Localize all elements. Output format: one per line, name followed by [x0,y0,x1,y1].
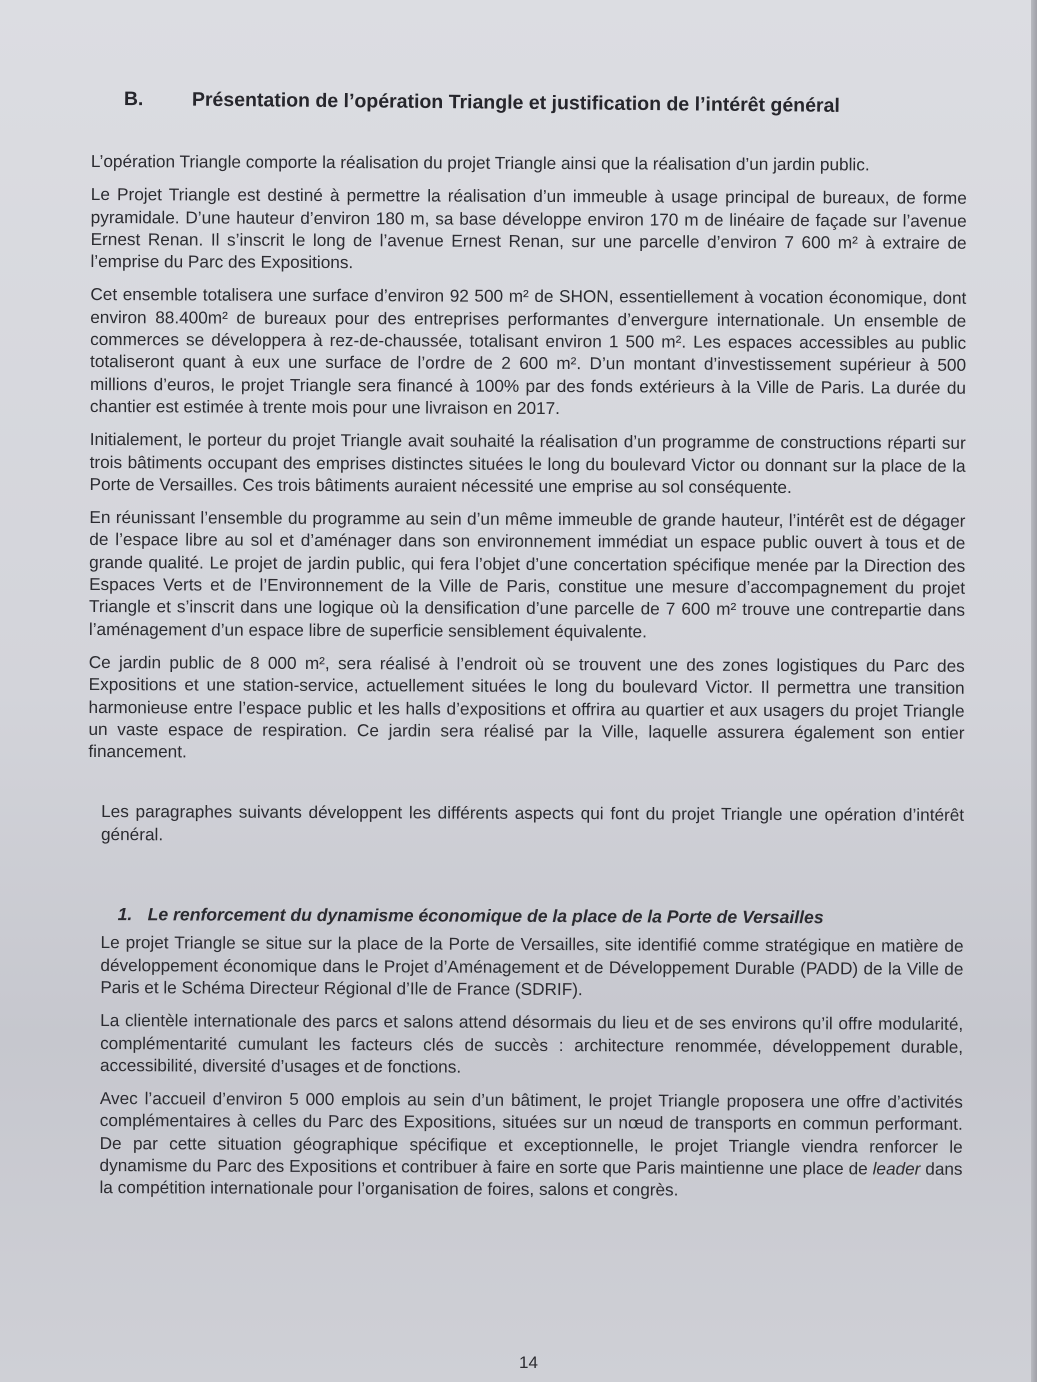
document-body [86,150,967,1213]
paragraph-text: Avec l’accueil d’environ 5 000 emplois au sein d’un bâtiment, le projet Triangle proposera une offre d’activités complémentaires à celles du Parc des Expositions, situées sur un nœud de transports en commun performant. De par cette situation géographique spécifique et exceptionnelle, le projet Triangle viendra renforcer le dynamisme du Parc des Expositions et contribuer à faire en sorte que Paris maintienne une place de [99,1088,963,1179]
section-title: Présentation de l’opération Triangle et justification de l’intérêt général [191,88,840,117]
paragraph: Initialement, le porteur du projet Triangle avait souhaité la réalisation d’un programme de constructions réparti sur trois bâtiments occupant des emprises distinctes situées le long du boulevard Victor ou donnant sur la place de la Porte de Versailles. Ces trois bâtiments auraient nécessité une emprise au sol conséquente. [89,429,966,497]
paragraph: Les paragraphes suivants développent les différents aspects qui font du projet Triangle une opération d’intérêt général. [100,801,965,845]
paragraph: Cet ensemble totalisera une surface d’environ 92 500 m² de SHON, essentiellement à vocation économique, dont environ 88.400m² de bureaux pour des entreprises performantes d’envergure internationale. Un ensemble de commerces se développera à rez-de-chaussée, totalisant environ 1 500 m². Les espaces accessibles au public totaliseront quant à eux une surface de l’ordre de 2 600 m². D’un montant d’investissement supérieur à 500 millions d’euros, le projet Triangle sera financé à 100% par des fonds extérieurs à la Ville de Paris. La durée du chantier est estimée à trente mois pour une livraison en 2017. [89,284,967,419]
page-edge [1031,0,1037,1382]
paragraph: Le projet Triangle se situe sur la place de la Porte de Versailles, site identifié comme stratégique en matière de développement économique dans le Projet d’Aménagement et de Développement Durable (PADD) de la Ville de Paris et le Schéma Directeur Régional d’Ile de France (SDRIF). [100,932,964,1000]
paragraph: La clientèle internationale des parcs et salons attend désormais du lieu et de ses environs qu’il offre modularité, complémentarité cumulant les facteurs clés de succès : architecture renommée, développement durable, accessibilité, diversité d’usages et de fonctions. [99,1010,964,1077]
subsection-title: Le renforcement du dynamisme économique de la place de la Porte de Versailles [147,904,824,928]
italic-term: leader [872,1158,921,1179]
page-number: 14 [519,1353,538,1372]
paragraph: Le Projet Triangle est destiné à permettre la réalisation d’un immeuble à usage principal de bureaux, de forme pyramidale. D’une hauteur d’environ 180 m, sa base développe environ 170 m de linéaire de façade sur l’avenue Ernest Renan. Il s’inscrit le long de l’avenue Ernest Renan, sur une parcelle d’environ 7 600 m² à extraire de l’emprise du Parc des Expositions. [90,184,967,273]
paragraph: L’opération Triangle comporte la réalisation du projet Triangle ainsi que la réalisation d’un jardin public. [90,150,870,175]
section-heading [124,88,924,119]
subsection-number: 1. [117,904,133,925]
section-letter: B. [123,88,144,111]
subsection-heading [118,903,964,929]
paragraph: Ce jardin public de 8 000 m², sera réalisé à l’endroit où se trouvent une des zones logistiques du Parc des Expositions et une station-service, actuellement situées le long du boulevard Victor. Il permettra une transition harmonieuse entre l’espace public et les halls d’expositions et offrira au quartier et aux usagers du projet Triangle un vaste espace de respiration. Ce jardin sera réalisé par la Ville, laquelle assurera également son entier financement. [88,651,965,762]
paragraph [86,1087,962,1202]
paragraph-text: dans la compétition internationale pour l’organisation de foires, salons et congrès. [99,1158,963,1200]
paragraph: En réunissant l’ensemble du programme au sein d’un même immeuble de grande hauteur, l’intérêt est de dégager de l’espace libre au sol et d’aménager dans son environnement immédiat un espace public ouvert à tous et de grande qualité. Le projet de jardin public, qui fera l’objet d’une concertation spécifique menée par la Direction des Espaces Verts et de l’Environnement de la Ville de Paris, constitue une mesure d’accompagnement du projet Triangle et s’inscrit dans une logique où la densification d’une parcelle de 7 600 m² trouve une contrepartie dans l’aménagement d’un espace libre de superficie sensiblement équivalente. [88,507,966,642]
